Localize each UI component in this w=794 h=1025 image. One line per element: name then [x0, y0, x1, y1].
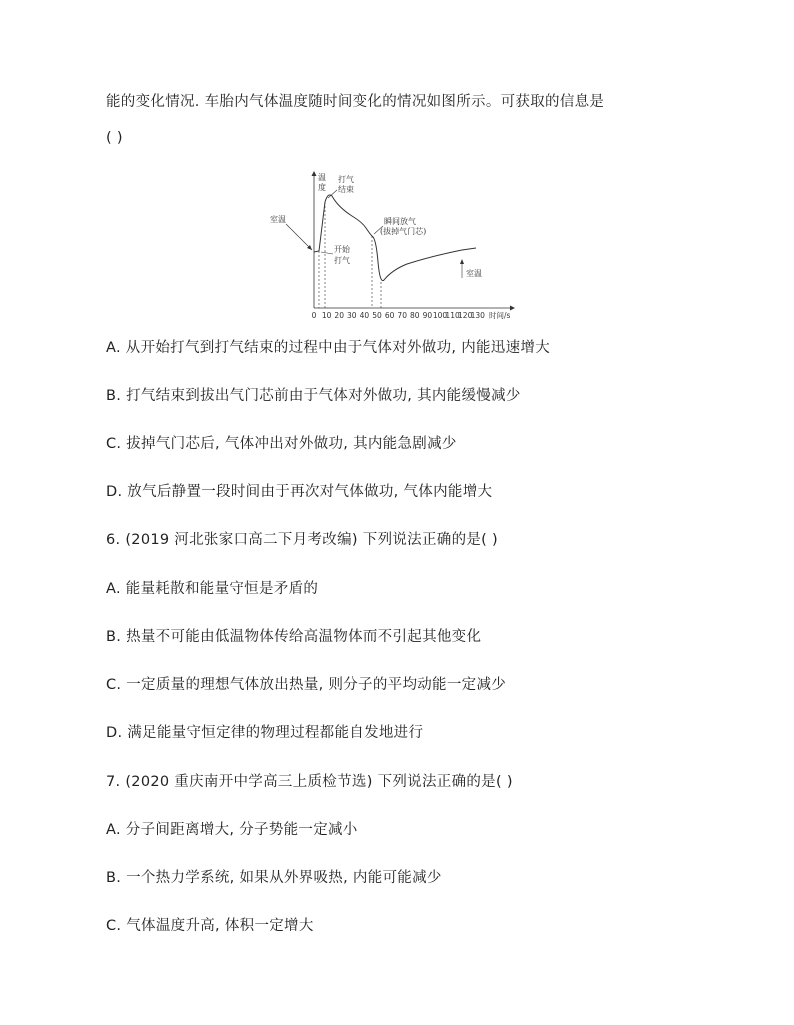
x-tick-60: 60	[384, 311, 395, 320]
x-tick-130: 130	[470, 311, 485, 320]
temperature-time-graph	[262, 162, 522, 322]
pointer-pump-start	[321, 252, 333, 254]
label-room-temp-right: 室温	[466, 269, 482, 278]
x-tick-120: 120	[458, 311, 473, 320]
label-pump-start-2: 打气	[334, 256, 350, 265]
q7-option-c: C. 气体温度升高, 体积一定增大	[106, 918, 314, 934]
intro-answer-blank: ( )	[106, 130, 123, 146]
pointer-room-temp-right-head	[460, 259, 464, 264]
x-axis-label: 时间/s	[489, 311, 511, 320]
x-axis-arrow	[510, 306, 515, 311]
x-tick-100: 100	[432, 311, 448, 320]
label-pump-end-2: 结束	[338, 185, 354, 194]
label-release-1: 瞬间放气	[384, 217, 416, 226]
q6-option-d: D. 满足能量守恒定律的物理过程都能自发地进行	[106, 725, 424, 741]
temperature-time-figure	[262, 162, 522, 322]
q6-option-b: B. 热量不可能由低温物体传给高温物体而不引起其他变化	[106, 629, 482, 645]
y-axis-label-1: 温	[318, 173, 326, 182]
x-tick-80: 80	[410, 311, 420, 320]
intro-line-1: 能的变化情况. 车胎内气体温度随时间变化的情况如图所示。可获取的信息是	[106, 94, 605, 110]
x-tick-50: 50	[372, 311, 382, 320]
x-tick-70: 70	[397, 311, 407, 320]
x-tick-labels	[312, 311, 486, 320]
y-axis-label-2: 度	[318, 183, 326, 192]
y-axis-arrow	[312, 171, 317, 176]
x-tick-110: 110	[445, 311, 460, 320]
x-tick-30: 30	[347, 311, 357, 320]
pointer-room-temp-left	[286, 224, 312, 250]
q5-option-c: C. 拔掉气门芯后, 气体冲出对外做功, 其内能急剧减少	[106, 436, 457, 452]
x-tick-20: 20	[334, 311, 344, 320]
temperature-curve	[314, 195, 476, 281]
label-release-2: (拔掉气门芯)	[380, 227, 427, 236]
x-tick-40: 40	[359, 311, 370, 320]
q7-stem: 7. (2020 重庆南开中学高三上质检节选) 下列说法正确的是( )	[106, 774, 513, 790]
q6-option-a: A. 能量耗散和能量守恒是矛盾的	[106, 581, 319, 597]
q5-option-d: D. 放气后静置一段时间由于再次对气体做功, 气体内能增大	[106, 484, 493, 500]
q7-option-a: A. 分子间距离增大, 分子势能一定减小	[106, 822, 358, 838]
q5-option-a: A. 从开始打气到打气结束的过程中由于气体对外做功, 内能迅速增大	[106, 340, 550, 356]
q7-option-b: B. 一个热力学系统, 如果从外界吸热, 内能可能减少	[106, 870, 442, 886]
q5-option-b: B. 打气结束到拔出气门芯前由于气体对外做功, 其内能缓慢减少	[106, 388, 521, 404]
label-pump-start-1: 开始	[334, 245, 350, 254]
q6-option-c: C. 一定质量的理想气体放出热量, 则分子的平均动能一定减少	[106, 677, 507, 693]
x-tick-10: 10	[321, 311, 332, 320]
label-room-temp-left: 室温	[270, 215, 286, 224]
x-tick-90: 90	[422, 311, 433, 320]
label-pump-end-1: 打气	[338, 175, 354, 184]
x-tick-0: 0	[311, 311, 317, 320]
q6-stem: 6. (2019 河北张家口高二下月考改编) 下列说法正确的是( )	[106, 532, 498, 548]
